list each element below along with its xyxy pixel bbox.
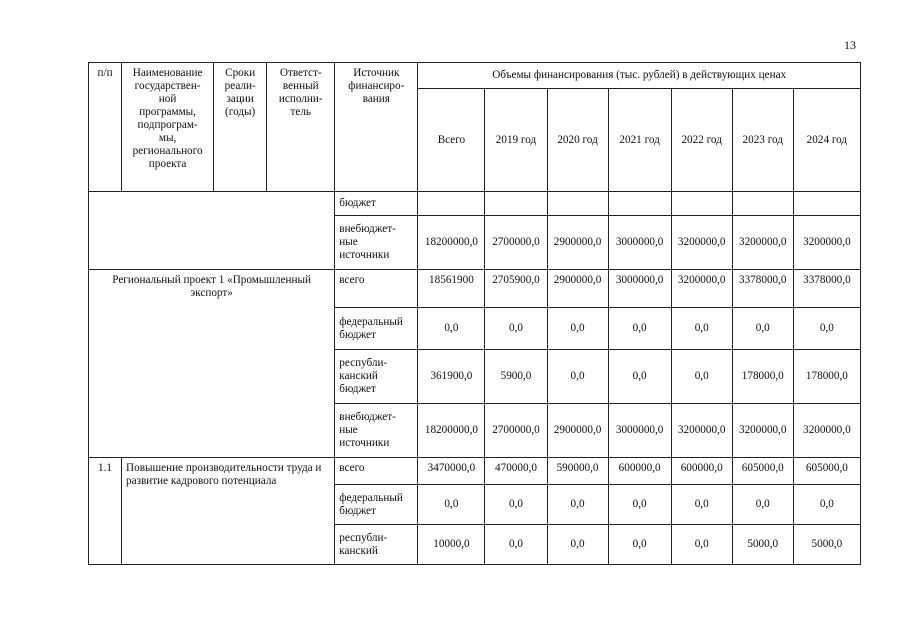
value-cell: 0,0	[608, 350, 671, 404]
source-label: федеральный бюджет	[335, 485, 418, 525]
value-cell: 0,0	[485, 525, 547, 565]
header-source: Источник финансиро- вания	[335, 63, 418, 192]
source-label: республи- канский	[335, 525, 418, 565]
value-cell: 2705900,0	[485, 270, 547, 308]
header-year-2023: 2023 год	[732, 89, 793, 192]
value-cell: 0,0	[671, 350, 732, 404]
value-cell: 3470000,0	[418, 458, 485, 485]
value-cell: 0,0	[793, 485, 860, 525]
value-cell: 600000,0	[608, 458, 671, 485]
header-name: Наименование государствен- ной программы, подпрограм- мы, регионального проекта	[122, 63, 214, 192]
value-cell: 3200000,0	[793, 216, 860, 270]
source-label: бюджет	[335, 192, 418, 216]
value-cell: 590000,0	[547, 458, 608, 485]
header-year-2022: 2022 год	[671, 89, 732, 192]
value-cell: 18200000,0	[418, 216, 485, 270]
value-cell	[485, 192, 547, 216]
value-cell: 0,0	[671, 485, 732, 525]
value-cell	[418, 192, 485, 216]
value-cell	[608, 192, 671, 216]
value-cell: 3200000,0	[671, 404, 732, 458]
value-cell: 605000,0	[732, 458, 793, 485]
header-year-2019: 2019 год	[485, 89, 547, 192]
value-cell	[793, 192, 860, 216]
value-cell: 0,0	[732, 485, 793, 525]
value-cell: 3200000,0	[732, 216, 793, 270]
value-cell: 178000,0	[732, 350, 793, 404]
value-cell: 5000,0	[793, 525, 860, 565]
value-cell	[671, 192, 732, 216]
value-cell: 0,0	[608, 525, 671, 565]
value-cell: 470000,0	[485, 458, 547, 485]
value-cell: 2700000,0	[485, 404, 547, 458]
value-cell	[547, 192, 608, 216]
page-number: 13	[844, 38, 856, 52]
value-cell: 0,0	[547, 350, 608, 404]
value-cell: 600000,0	[671, 458, 732, 485]
header-year-2021: 2021 год	[608, 89, 671, 192]
value-cell: 0,0	[732, 308, 793, 350]
continuation-blank	[89, 192, 335, 270]
value-cell: 361900,0	[418, 350, 485, 404]
value-cell: 2900000,0	[547, 404, 608, 458]
value-cell: 3000000,0	[608, 270, 671, 308]
value-cell: 3000000,0	[608, 216, 671, 270]
header-responsible: Ответст- венный исполни- тель	[267, 63, 335, 192]
value-cell: 3378000,0	[732, 270, 793, 308]
value-cell: 5000,0	[732, 525, 793, 565]
header-volumes: Объемы финансирования (тыс. рублей) в действующих ценах	[418, 63, 861, 89]
value-cell: 3378000,0	[793, 270, 860, 308]
financing-table	[88, 62, 861, 565]
value-cell: 18200000,0	[418, 404, 485, 458]
value-cell: 2700000,0	[485, 216, 547, 270]
value-cell: 10000,0	[418, 525, 485, 565]
item-title: Повышение производительности труда и развитие кадрового потенциала	[122, 458, 335, 565]
source-label: республи- канский бюджет	[335, 350, 418, 404]
value-cell	[732, 192, 793, 216]
value-cell: 0,0	[418, 485, 485, 525]
header-year-2020: 2020 год	[547, 89, 608, 192]
value-cell: 0,0	[608, 308, 671, 350]
value-cell: 0,0	[485, 485, 547, 525]
value-cell: 0,0	[418, 308, 485, 350]
value-cell: 2900000,0	[547, 270, 608, 308]
value-cell: 0,0	[547, 485, 608, 525]
item-number: 1.1	[89, 458, 122, 565]
value-cell: 0,0	[793, 308, 860, 350]
value-cell: 178000,0	[793, 350, 860, 404]
header-terms: Сроки реали- зации (годы)	[214, 63, 267, 192]
value-cell: 3200000,0	[732, 404, 793, 458]
source-label: всего	[335, 458, 418, 485]
value-cell: 3200000,0	[793, 404, 860, 458]
source-label: федеральный бюджет	[335, 308, 418, 350]
value-cell: 3200000,0	[671, 216, 732, 270]
value-cell: 0,0	[547, 308, 608, 350]
header-year-2024: 2024 год	[793, 89, 860, 192]
value-cell: 0,0	[547, 525, 608, 565]
value-cell: 3000000,0	[608, 404, 671, 458]
value-cell: 0,0	[671, 525, 732, 565]
value-cell: 3200000,0	[671, 270, 732, 308]
source-label: всего	[335, 270, 418, 308]
value-cell: 18561900	[418, 270, 485, 308]
value-cell: 2900000,0	[547, 216, 608, 270]
header-pp: п/п	[89, 63, 122, 192]
value-cell: 5900,0	[485, 350, 547, 404]
value-cell: 605000,0	[793, 458, 860, 485]
value-cell: 0,0	[671, 308, 732, 350]
value-cell: 0,0	[608, 485, 671, 525]
value-cell: 0,0	[485, 308, 547, 350]
source-label: внебюджет- ные источники	[335, 216, 418, 270]
header-year-total: Всего	[418, 89, 485, 192]
project-title: Региональный проект 1 «Промышленный экспорт»	[89, 270, 335, 458]
source-label: внебюджет- ные источники	[335, 404, 418, 458]
